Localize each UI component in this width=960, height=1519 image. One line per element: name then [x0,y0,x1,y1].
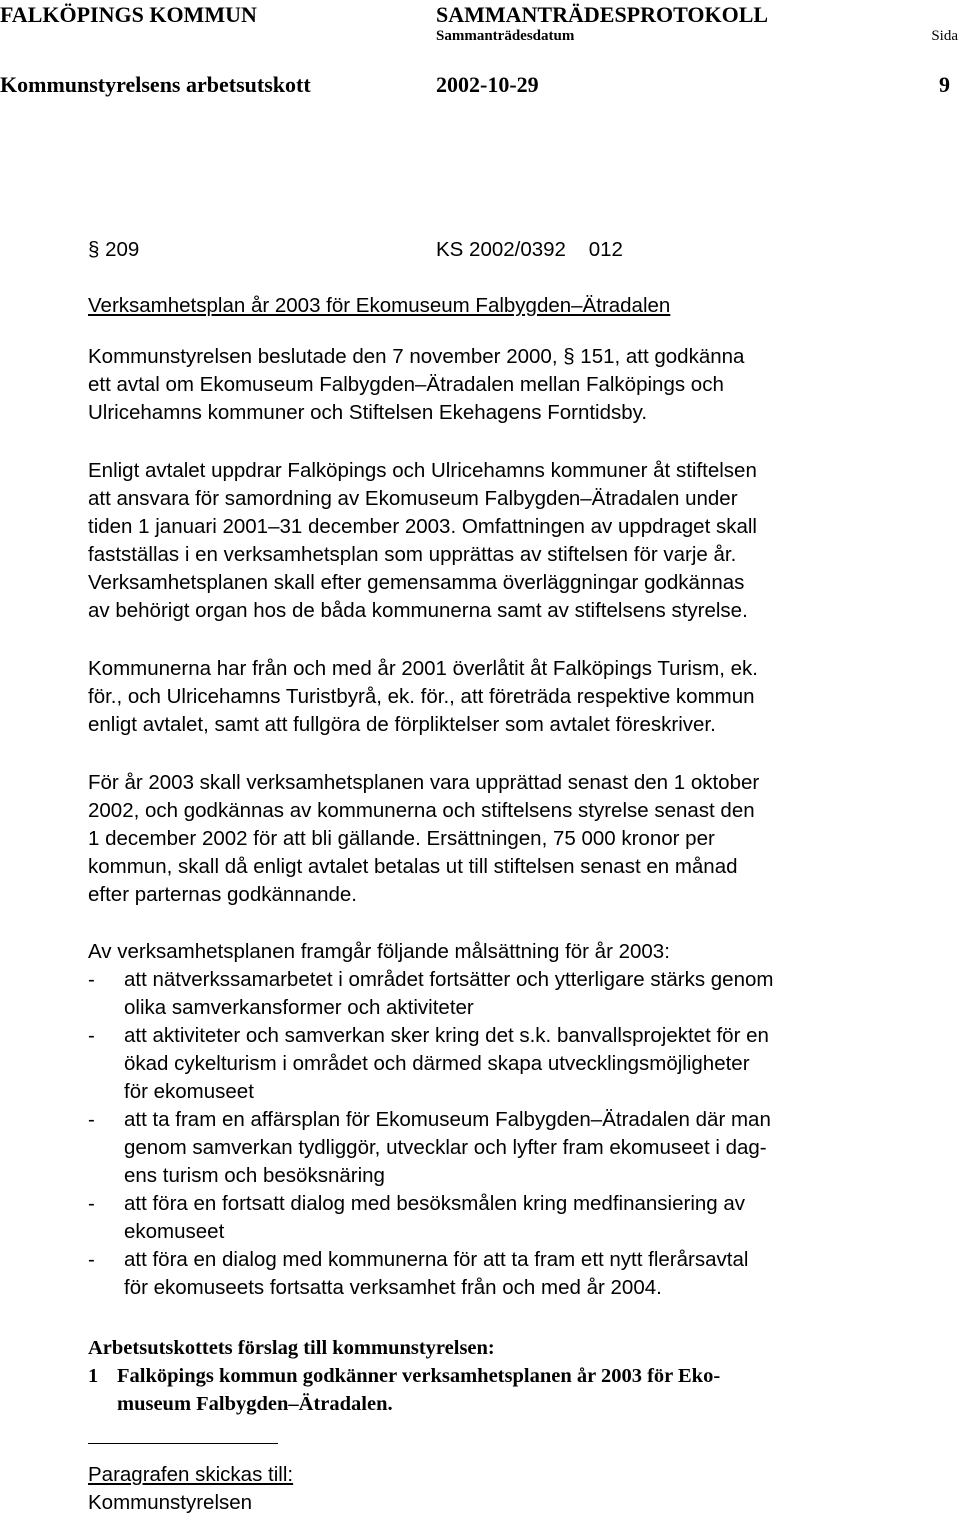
text-line: att föra en dialog med kommunerna för att ta fram ett nytt flerårsavtal [124,1248,749,1271]
page-title: Verksamhetsplan år 2003 för Ekomuseum Falbygden–Ätradalen [88,294,671,317]
list-item [88,1106,918,1190]
text-line: ekomuseet [124,1220,225,1243]
text-line: 2002, och godkännas av kommunerna och stiftelsens styrelse senast den [88,799,755,822]
case-number: KS 2002/0392 012 [436,238,623,261]
proposal-heading: Arbetsutskottets förslag till kommunstyrelsen: [88,1337,495,1359]
list-item [88,966,918,1022]
page-label: Sida [931,28,958,44]
text-line: ett avtal om Ekomuseum Falbygden–Ätradalen mellan Falköpings och [88,373,724,396]
list-item [88,1190,918,1246]
text-line: Kommunerna har från och med år 2001 överlåtit åt Falköpings Turism, ek. [88,657,758,680]
goals-intro: Av verksamhetsplanen framgår följande målsättning för år 2003: [88,940,670,963]
text-line: genom samverkan tydliggör, utvecklar och lyfter fram ekomuseet i dag- [124,1136,767,1159]
text-line: av behörigt organ hos de båda kommunerna samt av stiftelsens styrelse. [88,599,748,622]
text-line: att ansvara för samordning av Ekomuseum Falbygden–Ätradalen under [88,487,738,510]
text-line: för ekomuseets fortsatta verksamhet från och med år 2004. [124,1276,662,1299]
text-line: Verksamhetsplanen skall efter gemensamma överläggningar godkännas [88,571,745,594]
paragraph-1 [88,343,918,427]
text-line: att ta fram en affärsplan för Ekomuseum Falbygden–Ätradalen där man [124,1108,771,1131]
text-line: 1 december 2002 för att bli gällande. Ersättningen, 75 000 kronor per [88,827,715,850]
text-line: Kommunstyrelsen beslutade den 7 november 2000, § 151, att godkänna [88,345,745,368]
committee-name: Kommunstyrelsens arbetsutskott [0,72,311,97]
proposal-section [88,1334,918,1418]
text-line: Ulricehamns kommuner och Stiftelsen Ekehagens Forntidsby. [88,401,648,424]
text-line: att föra en fortsatt dialog med besöksmålen kring medfinansiering av [124,1192,746,1215]
text-line: efter parternas godkännande. [88,883,357,906]
text-line: kommun, skall då enligt avtalet betalas ut till stiftelsen senast en månad [88,855,738,878]
text-line: tiden 1 januari 2001–31 december 2003. Omfattningen av uppdraget skall [88,515,757,538]
text-line: för., och Ulricehamns Turistbyrå, ek. för., att företräda respektive kommun [88,685,755,708]
text-line: Enligt avtalet uppdrar Falköpings och Ulricehamns kommuner åt stiftelsen [88,459,757,482]
organization-name: FALKÖPINGS KOMMUN [0,2,257,27]
text-line: att nätverkssamarbetet i området fortsätter och ytterligare stärks genom [124,968,774,991]
text-line: För år 2003 skall verksamhetsplanen vara upprättad senast den 1 oktober [88,771,760,794]
list-dash: - [88,1024,95,1047]
text-line: ens turism och besöksnäring [124,1164,385,1187]
meeting-date: 2002-10-29 [436,72,539,97]
section-number: § 209 [88,238,140,261]
paragraph-2 [88,457,918,625]
list-item [88,1246,918,1302]
proposal-number: 1 [88,1365,99,1387]
text-line: fastställas i en verksamhetsplan som upprättas av stiftelsen för varje år. [88,543,737,566]
list-dash: - [88,1108,95,1131]
text-line: museum Falbygden–Ätradalen. [117,1393,393,1415]
distribution-recipient: Kommunstyrelsen [88,1491,253,1514]
distribution-label: Paragrafen skickas till: [88,1463,294,1486]
text-line: enligt avtalet, samt att fullgöra de förpliktelser som avtalet föreskriver. [88,713,716,736]
divider [88,1443,278,1444]
list-item [88,1022,918,1106]
document-type: SAMMANTRÄDESPROTOKOLL [436,2,769,27]
list-dash: - [88,1192,95,1215]
text-line: olika samverkansformer och aktiviteter [124,996,474,1019]
paragraph-3 [88,655,918,739]
distribution [88,1461,293,1517]
list-dash: - [88,1248,95,1271]
page-number: 9 [939,72,950,97]
paragraph-4 [88,769,918,909]
list-dash: - [88,968,95,991]
proposal-item [88,1362,918,1418]
text-line: Falköpings kommun godkänner verksamhetsplanen år 2003 för Eko- [117,1365,721,1387]
text-line: ökad cykelturism i området och därmed skapa utvecklingsmöjligheter [124,1052,750,1075]
text-line: att aktiviteter och samverkan sker kring det s.k. banvallsprojektet för en [124,1024,769,1047]
text-line: för ekomuseet [124,1080,254,1103]
date-label: Sammanträdesdatum [436,28,575,44]
goals-section [88,938,918,1302]
